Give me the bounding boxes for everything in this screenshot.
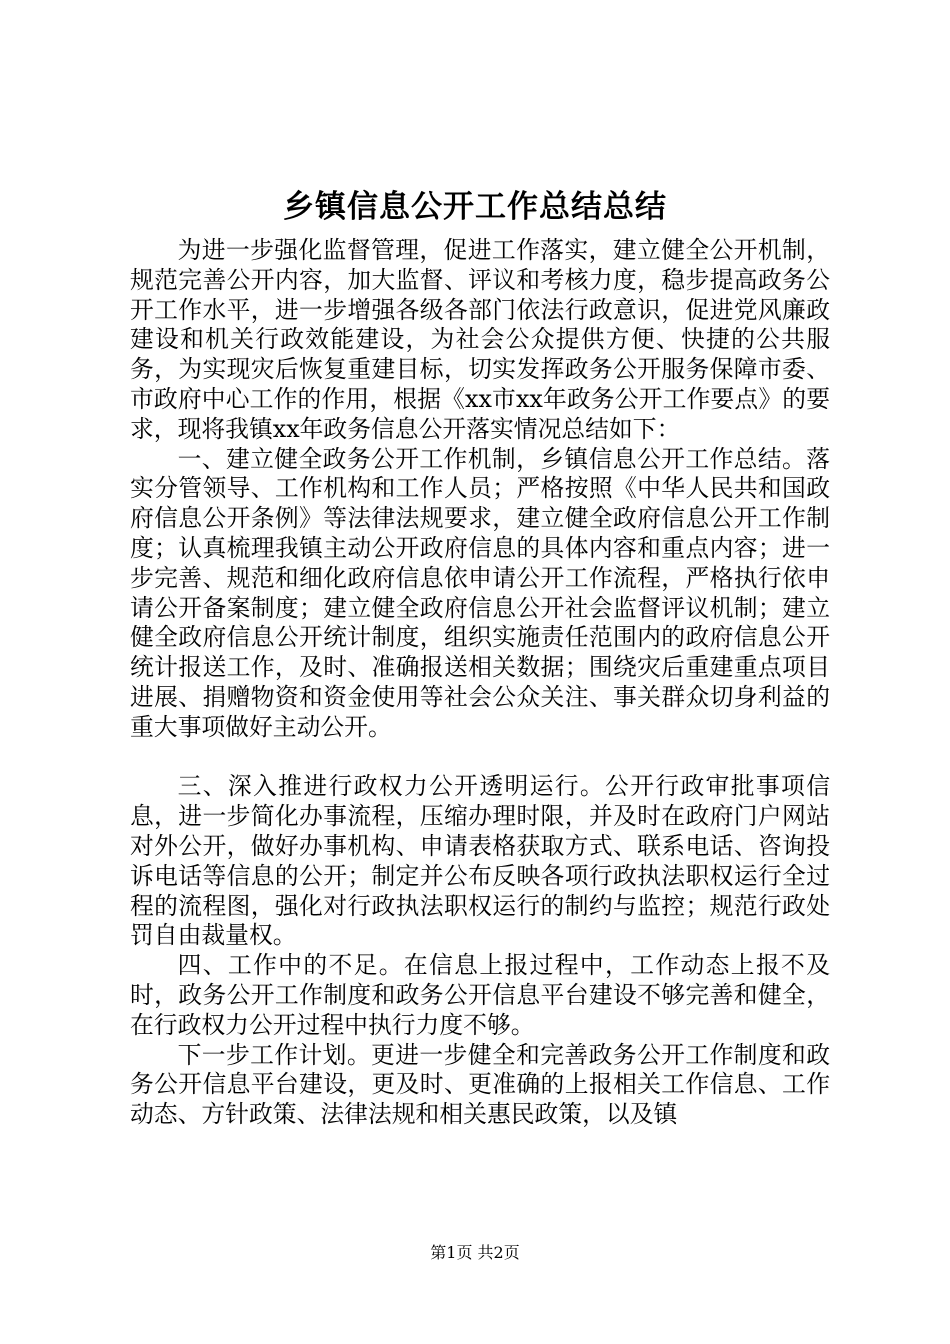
paragraph-intro: 为进一步强化监督管理，促进工作落实，建立健全公开机制，规范完善公开内容，加大监督、评议和考核力度，稳步提高政务公开工作水平，进一步增强各级各部门依法行政意识，促进党风廉政建设和机关行政效能建设，为社会公众提供方便、快捷的公共服务，为实现灾后恢复重建目标，切实发挥政务公开服务保障市委、市政府中心工作的作用，根据《xx市xx年政务公开工作要点》的要求，现将我镇xx年政务信息公开落实情况总结如下：: [130, 236, 830, 443]
paragraph-section-one: 一、建立健全政务公开工作机制，乡镇信息公开工作总结。落实分管领导、工作机构和工作人员；严格按照《中华人民共和国政府信息公开条例》等法律法规要求，建立健全政府信息公开工作制度；认真梳理我镇主动公开政府信息的具体内容和重点内容；进一步完善、规范和细化政府信息依申请公开工作流程，严格执行依申请公开备案制度；建立健全政府信息公开社会监督评议机制；建立健全政府信息公开统计制度，组织实施责任范围内的政府信息公开统计报送工作，及时、准确报送相关数据；围绕灾后重建重点项目进展、捐赠物资和资金使用等社会公众关注、事关群众切身利益的重大事项做好主动公开。: [130, 444, 830, 741]
paragraph-next-steps: 下一步工作计划。更进一步健全和完善政务公开工作制度和政务公开信息平台建设，更及时、更准确的上报相关工作信息、工作动态、方针政策、法律法规和相关惠民政策，以及镇: [130, 1040, 830, 1129]
paragraph-gap: [130, 743, 830, 773]
paragraph-section-four: 四、工作中的不足。在信息上报过程中，工作动态上报不及时，政务公开工作制度和政务公开信息平台建设不够完善和健全，在行政权力公开过程中执行力度不够。: [130, 951, 830, 1039]
document-title: 乡镇信息公开工作总结总结: [283, 189, 667, 225]
page-number: 第1页 共2页: [430, 1243, 520, 1262]
document-body: [130, 236, 830, 1130]
paragraph-section-three: 三、深入推进行政权力公开透明运行。公开行政审批事项信息，进一步简化办事流程，压缩办理时限，并及时在政府门户网站对外公开，做好办事机构、申请表格获取方式、联系电话、咨询投诉电话等信息的公开；制定并公布反映各项行政执法职权运行全过程的流程图，强化对行政执法职权运行的制约与监控；规范行政处罚自由裁量权。: [130, 772, 830, 950]
